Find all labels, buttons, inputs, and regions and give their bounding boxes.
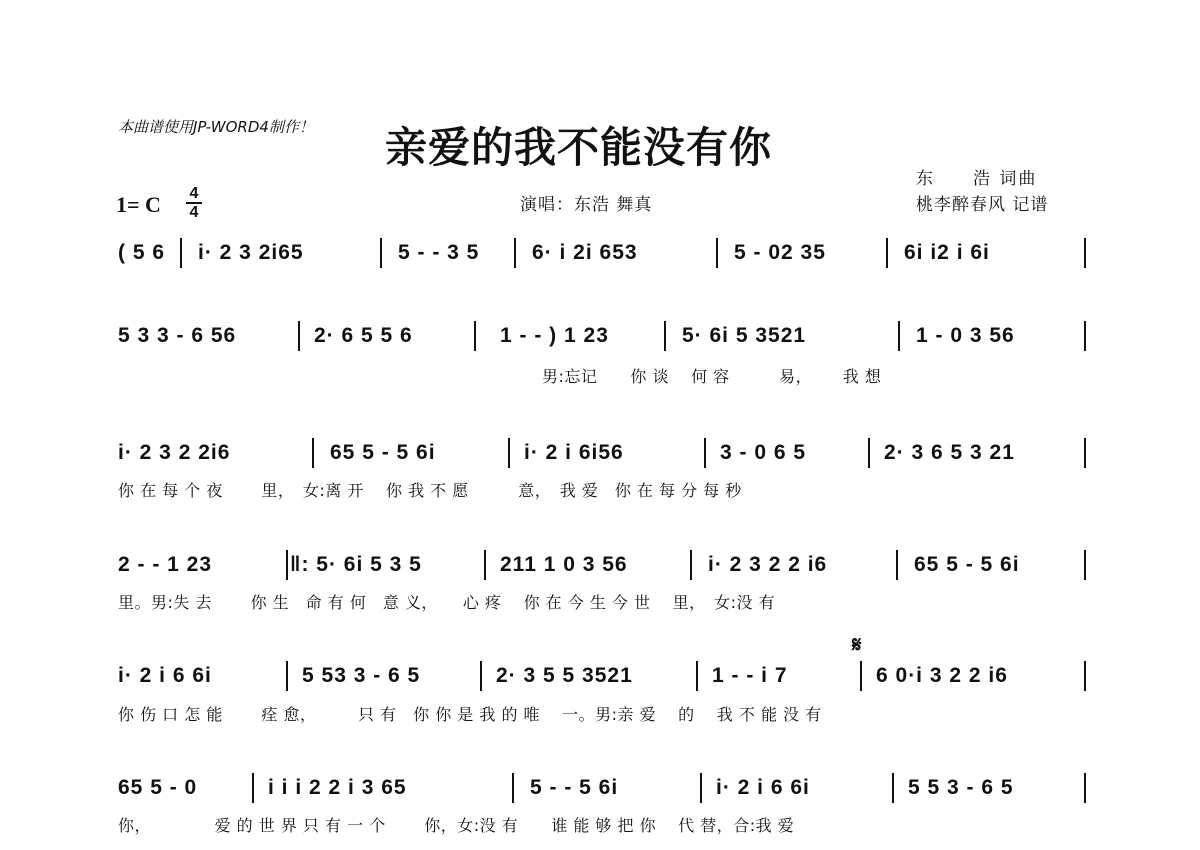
measure: 5 - - 5 6i — [530, 776, 619, 799]
measure: 2· 3 6 5 3 21 — [884, 441, 1015, 464]
measure: 65 5 - 5 6i — [330, 441, 436, 464]
barline — [898, 321, 900, 351]
measure: 6· i 2i 653 — [532, 241, 638, 264]
measure: i· 2 i 6i56 — [524, 441, 624, 464]
measure: i· 2 3 2i65 — [198, 241, 304, 264]
barline — [664, 321, 666, 351]
key-signature: 1= C — [116, 192, 161, 217]
barline — [180, 238, 182, 268]
measure: 65 5 - 0 — [118, 776, 198, 799]
measure: 2 - - 1 23 — [118, 553, 213, 576]
barline — [896, 550, 898, 580]
measure: 211 1 0 3 56 — [500, 553, 628, 576]
lyric-line: 你 在 每 个 夜 里， 女:离 开 你 我 不 愿 意， 我 爱 你 在 每 分 每 秒 — [118, 481, 742, 500]
measure: i· 2 i 6 6i — [118, 664, 212, 687]
barline — [380, 238, 382, 268]
lyric-line: 里。男:失 去 你 生 命 有 何 意 义， 心 疼 你 在 今 生 今 世 里， 女:没 有 — [118, 593, 776, 612]
barline — [1084, 773, 1086, 803]
measure: 5 5 3 - 6 5 — [908, 776, 1014, 799]
measure: 5· 6i 5 3521 — [682, 324, 807, 347]
measure: ‖: 5· 6i 5 3 5 — [290, 553, 422, 576]
barline — [868, 438, 870, 468]
segno-icon: 𝄋 — [852, 632, 862, 658]
measure: 2· 6 5 5 6 — [314, 324, 413, 347]
time-signature — [186, 186, 202, 220]
measure: i· 2 3 2 2i6 — [118, 441, 231, 464]
barline — [1084, 661, 1086, 691]
barline — [514, 238, 516, 268]
measure: 5 - - 3 5 — [398, 241, 480, 264]
time-numerator: 4 — [189, 185, 199, 202]
measure: 1 - - ) 1 23 — [500, 324, 609, 347]
barline — [704, 438, 706, 468]
measure: i i i 2 2 i 3 65 — [268, 776, 407, 799]
barline — [508, 438, 510, 468]
barline — [716, 238, 718, 268]
measure: 3 - 0 6 5 — [720, 441, 807, 464]
barline — [474, 321, 476, 351]
barline — [696, 661, 698, 691]
measure: ( 5 6 — [118, 241, 166, 264]
barline — [480, 661, 482, 691]
measure: 5 - 02 35 — [734, 241, 826, 264]
song-title: 亲爱的我不能没有你 — [385, 123, 773, 172]
measure: 65 5 - 5 6i — [914, 553, 1020, 576]
software-note: 本曲谱使用JP-WORD4制作！ — [118, 118, 314, 136]
measure: 6 0·i 3 2 2 i6 — [876, 664, 1008, 687]
barline — [1084, 321, 1086, 351]
measure: 2· 3 5 5 3521 — [496, 664, 633, 687]
barline — [1084, 438, 1086, 468]
measure: i· 2 3 2 2 i6 — [708, 553, 828, 576]
barline — [860, 661, 862, 691]
lyric-line: 你 伤 口 怎 能 痊 愈， 只 有 你 你 是 我 的 唯 一。男:亲 爱 的 我 不 能 没 有 — [118, 705, 822, 724]
barline — [1084, 238, 1086, 268]
barline — [312, 438, 314, 468]
barline — [512, 773, 514, 803]
lyric-line: 你， 爱 的 世 界 只 有 一 个 你，女:没 有 谁 能 够 把 你 代 替，合:我 爱 — [118, 816, 795, 835]
lyric-line: 男:忘记 你 谈 何 容 易， 我 想 — [542, 367, 882, 386]
transcriber: 桃李醉春风 记谱 — [916, 195, 1049, 215]
singers: 演唱：东浩 舞真 — [520, 195, 653, 215]
time-denominator: 4 — [189, 204, 199, 221]
measure: i· 2 i 6 6i — [716, 776, 810, 799]
measure: 1 - 0 3 56 — [916, 324, 1015, 347]
barline — [286, 550, 288, 580]
lyricist-composer: 东 浩 词曲 — [916, 169, 1038, 189]
measure: 5 3 3 - 6 56 — [118, 324, 237, 347]
barline — [892, 773, 894, 803]
barline — [252, 773, 254, 803]
barline — [484, 550, 486, 580]
measure: 1 - - i 7 — [712, 664, 788, 687]
measure: 5 53 3 - 6 5 — [302, 664, 421, 687]
barline — [886, 238, 888, 268]
barline — [690, 550, 692, 580]
barline — [700, 773, 702, 803]
barline — [1084, 550, 1086, 580]
barline — [298, 321, 300, 351]
barline — [286, 661, 288, 691]
measure: 6i i2 i 6i — [904, 241, 990, 264]
